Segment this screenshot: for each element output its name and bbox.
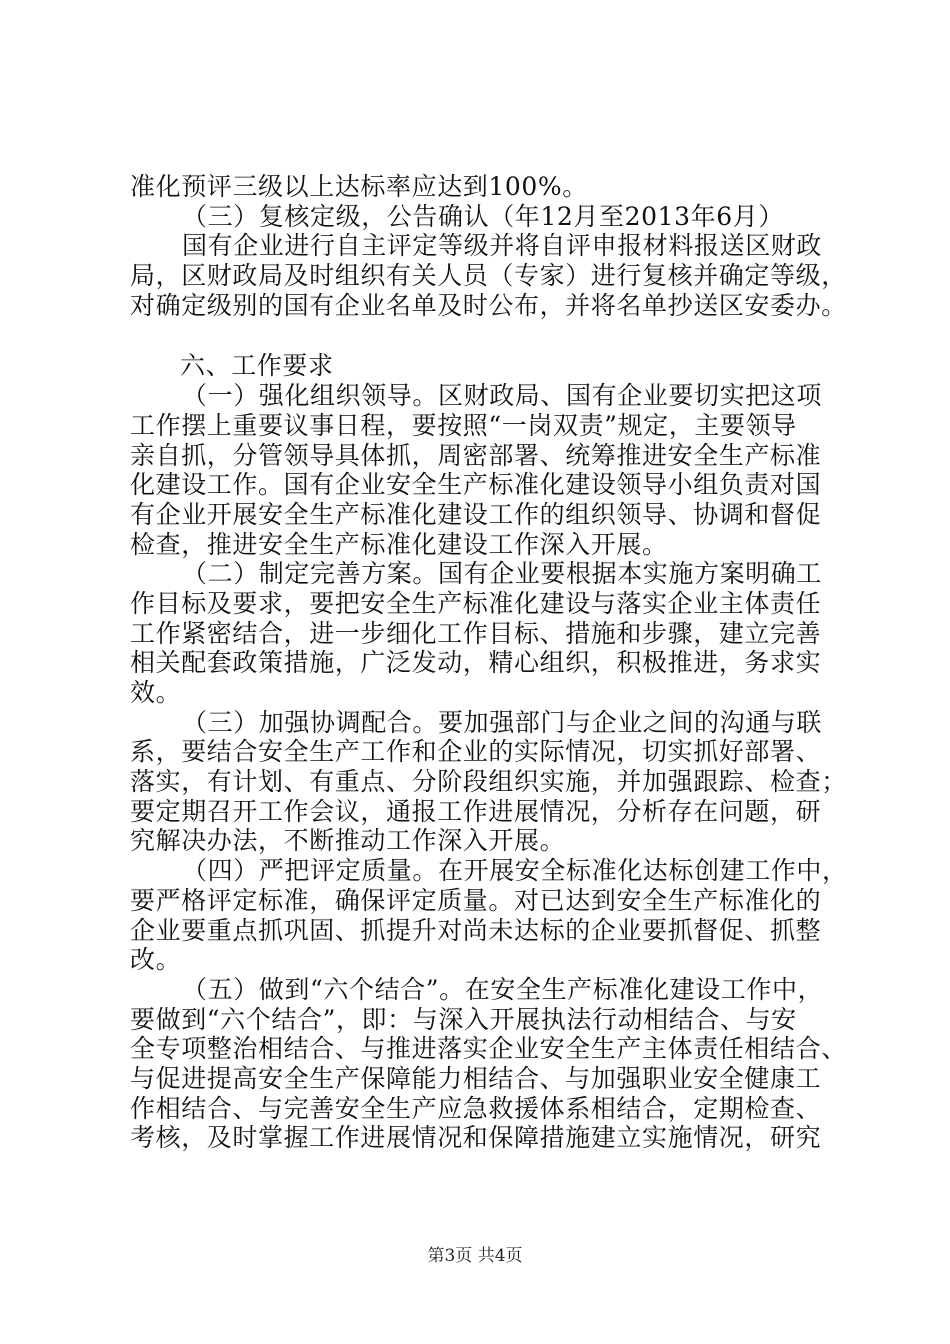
text-line: 落实，有计划、有重点、分阶段组织实施，并加强跟踪、检查；: [130, 767, 847, 797]
text-line: 系，要结合安全生产工作和企业的实际情况，切实抓好部署、: [130, 737, 822, 767]
text-line: 考核，及时掌握工作进展情况和保障措施建立实施情况，研究: [130, 1123, 822, 1153]
text-line: 局，区财政局及时组织有关人员（专家）进行复核并确定等级，: [130, 261, 847, 291]
paragraph-first-line: （三）加强协调配合。要加强部门与企业之间的沟通与联: [182, 707, 823, 737]
text-line: 相关配套政策措施，广泛发动，精心组织，积极推进，务求实: [130, 648, 822, 678]
subheading-line: （三）复核定级，公告确认（年12月至2013年6月）: [182, 201, 784, 231]
text-line: 检查，推进安全生产标准化建设工作深入开展。: [130, 529, 668, 559]
text-line: 化建设工作。国有企业安全生产标准化建设领导小组负责对国: [130, 470, 822, 500]
text-line: 准化预评三级以上达标率应达到100%。: [130, 172, 588, 201]
text-line: 要做到“六个结合”，即：与深入开展执法行动相结合、与安: [130, 1004, 797, 1034]
text-line: 有企业开展安全生产标准化建设工作的组织领导、协调和督促: [130, 499, 822, 529]
paragraph-first-line: （五）做到“六个结合”。在安全生产标准化建设工作中，: [182, 974, 824, 1004]
section-heading: 六、工作要求: [180, 351, 334, 381]
paragraph-first-line: （四）严把评定质量。在开展安全标准化达标创建工作中，: [182, 856, 848, 886]
text-line: 效。: [130, 678, 182, 707]
text-line: 亲自抓，分管领导具体抓，周密部署、统筹推进安全生产标准: [130, 440, 822, 470]
text-line: 究解决办法，不断推动工作深入开展。: [130, 826, 566, 856]
paragraph-first-line: （一）强化组织领导。区财政局、国有企业要切实把这项: [182, 381, 823, 411]
text-line: 工作紧密结合，进一步细化工作目标、措施和步骤，建立完善: [130, 618, 822, 648]
paragraph-first-line: （二）制定完善方案。国有企业要根据本实施方案明确工: [182, 559, 823, 589]
text-line: 改。: [130, 945, 182, 975]
text-line: 作相结合、与完善安全生产应急救援体系相结合，定期检查、: [130, 1093, 822, 1123]
document-body: [130, 172, 848, 1153]
text-line: 要定期召开工作会议，通报工作进展情况，分析存在问题，研: [130, 796, 822, 826]
text-line: 国有企业进行自主评定等级并将自评申报材料报送区财政: [182, 231, 823, 261]
page-number-footer: 第3页 共4页: [427, 1246, 523, 1266]
text-line: 对确定级别的国有企业名单及时公布，并将名单抄送区安委办。: [130, 290, 847, 320]
text-line: 作目标及要求，要把安全生产标准化建设与落实企业主体责任: [130, 588, 822, 618]
text-line: 与促进提高安全生产保障能力相结合、与加强职业安全健康工: [130, 1063, 822, 1093]
text-line: 要严格评定标准，确保评定质量。对已达到安全生产标准化的: [130, 885, 822, 915]
text-line: 工作摆上重要议事日程，要按照“一岗双责”规定，主要领导: [130, 410, 797, 440]
text-line: 全专项整治相结合、与推进落实企业安全生产主体责任相结合、: [130, 1034, 847, 1064]
text-line: 企业要重点抓巩固、抓提升对尚未达标的企业要抓督促、抓整: [130, 915, 822, 945]
